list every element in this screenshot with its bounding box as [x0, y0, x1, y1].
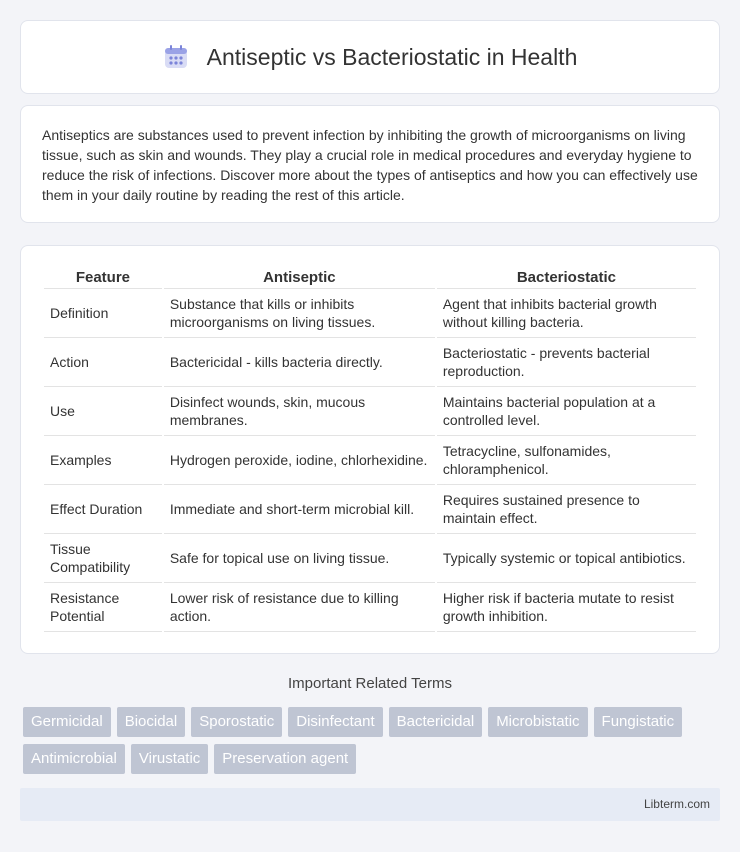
related-terms-title: Important Related Terms	[288, 675, 452, 692]
page-title: Antiseptic vs Bacteriostatic in Health	[206, 43, 578, 70]
calendar-grid-icon	[163, 44, 189, 70]
table-row	[44, 534, 696, 583]
related-term-tag[interactable]: Sporostatic	[191, 707, 282, 737]
table-row	[44, 436, 696, 485]
comparison-table-card	[20, 245, 720, 654]
feature-cell: Resistance Potential	[44, 583, 162, 632]
bacteriostatic-cell: Maintains bacterial population at a controlled level.	[437, 387, 696, 436]
antiseptic-cell: Disinfect wounds, skin, mucous membranes.	[164, 387, 435, 436]
comparison-table	[42, 263, 698, 632]
header-antiseptic: Antiseptic	[164, 263, 435, 289]
related-term-tag[interactable]: Preservation agent	[214, 744, 356, 774]
footer	[20, 788, 720, 821]
bacteriostatic-cell: Higher risk if bacteria mutate to resist growth inhibition.	[437, 583, 696, 632]
feature-cell: Effect Duration	[44, 485, 162, 534]
table-row	[44, 583, 696, 632]
related-term-tag[interactable]: Germicidal	[23, 707, 111, 737]
bacteriostatic-cell: Bacteriostatic - prevents bacterial reproduction.	[437, 338, 696, 387]
related-term-tag[interactable]: Disinfectant	[288, 707, 382, 737]
antiseptic-cell: Substance that kills or inhibits microorganisms on living tissues.	[164, 289, 435, 338]
header-feature: Feature	[44, 263, 162, 289]
antiseptic-cell: Hydrogen peroxide, iodine, chlorhexidine.	[164, 436, 435, 485]
feature-cell: Action	[44, 338, 162, 387]
table-row	[44, 289, 696, 338]
title-card	[20, 20, 720, 94]
antiseptic-cell: Lower risk of resistance due to killing action.	[164, 583, 435, 632]
feature-cell: Definition	[44, 289, 162, 338]
bacteriostatic-cell: Requires sustained presence to maintain effect.	[437, 485, 696, 534]
bacteriostatic-cell: Agent that inhibits bacterial growth without killing bacteria.	[437, 289, 696, 338]
related-term-tag[interactable]: Biocidal	[117, 707, 186, 737]
table-row	[44, 338, 696, 387]
related-term-tag[interactable]: Microbistatic	[488, 707, 587, 737]
related-terms-list	[23, 707, 723, 774]
related-term-tag[interactable]: Fungistatic	[594, 707, 683, 737]
intro-card	[20, 105, 720, 223]
antiseptic-cell: Bactericidal - kills bacteria directly.	[164, 338, 435, 387]
feature-cell: Tissue Compatibility	[44, 534, 162, 583]
intro-paragraph: Antiseptics are substances used to prevent infection by inhibiting the growth of microorganisms on living tissue, such as skin and wounds. They play a crucial role in medical procedures and everyday hygiene to reduce the risk of infections. Discover more about the types of antiseptics and how you can effectively use them in your daily routine by reading the rest of this article.	[42, 127, 698, 203]
antiseptic-cell: Safe for topical use on living tissue.	[164, 534, 435, 583]
footer-site-link[interactable]: Libterm.com	[643, 797, 710, 811]
table-header-row	[44, 263, 696, 289]
feature-cell: Examples	[44, 436, 162, 485]
table-row	[44, 485, 696, 534]
related-term-tag[interactable]: Antimicrobial	[23, 744, 125, 774]
bacteriostatic-cell: Typically systemic or topical antibiotics.	[437, 534, 696, 583]
header-bacteriostatic: Bacteriostatic	[437, 263, 696, 289]
bacteriostatic-cell: Tetracycline, sulfonamides, chloramphenicol.	[437, 436, 696, 485]
table-row	[44, 387, 696, 436]
related-term-tag[interactable]: Bactericidal	[389, 707, 483, 737]
related-term-tag[interactable]: Virustatic	[131, 744, 208, 774]
antiseptic-cell: Immediate and short-term microbial kill.	[164, 485, 435, 534]
feature-cell: Use	[44, 387, 162, 436]
